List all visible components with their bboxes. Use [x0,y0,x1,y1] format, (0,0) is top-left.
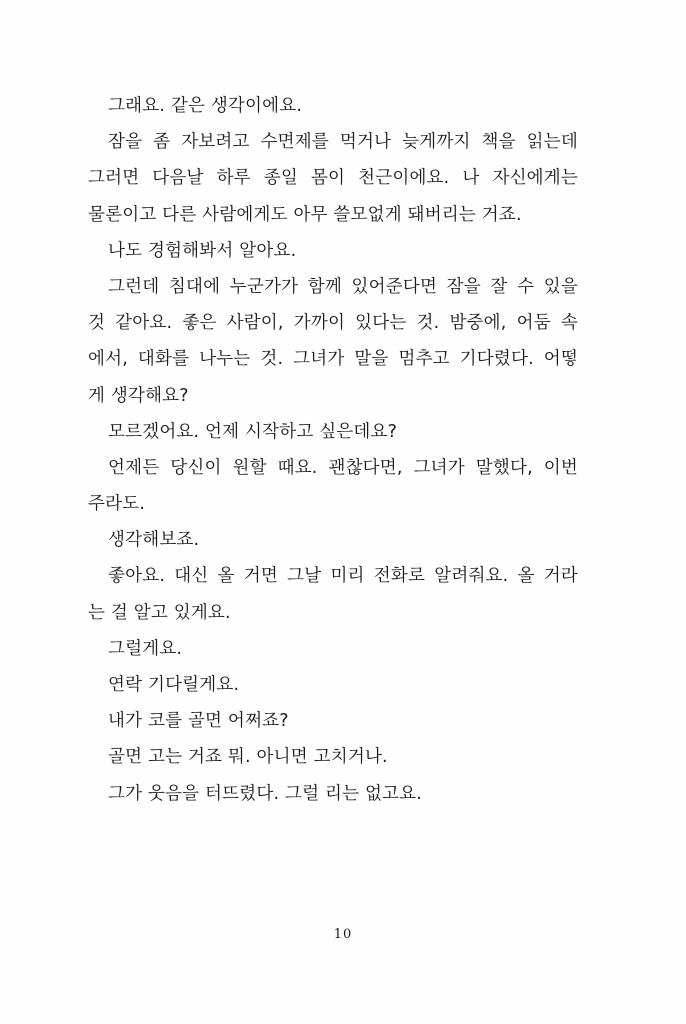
paragraph-line: 언제든 당신이 원할 때요. 괜찮다면, 그녀가 말했다, 이번 [108,457,578,478]
paragraph-line: 생각해보죠. [108,530,200,551]
paragraph-line: 게 생각해요? [88,385,189,406]
paragraph-line: 그래요. 같은 생각이에요. [108,96,303,116]
paragraph-line: 것 같아요. 좋은 사람이, 가까이 있다는 것. 밤중에, 어둠 속 [88,313,578,334]
paragraph-line: 그럴게요. [108,638,183,659]
paragraph-line: 는 걸 알고 있게요. [88,602,231,623]
paragraph-line: 나도 경험해봐서 알아요. [108,240,297,261]
paragraph-line: 잠을 좀 자보려고 수면제를 먹거나 늦게까지 책을 읽는데 [108,132,578,153]
paragraph-line: 내가 코를 골면 어쩌죠? [108,711,289,732]
paragraph-line: 좋아요. 대신 올 거면 그날 미리 전화로 알려줘요. 올 거라 [108,566,578,587]
paragraph-line: 그가 웃음을 터뜨렸다. 그럴 리는 없고요. [108,783,423,804]
paragraph-line: 그러면 다음날 하루 종일 몸이 천근이에요. 나 자신에게는 [88,168,578,189]
paragraph-line: 에서, 대화를 나누는 것. 그녀가 말을 멈추고 기다렸다. 어떻 [88,349,578,370]
paragraph-line: 모르겠어요. 언제 시작하고 싶은데요? [108,421,398,442]
paragraph-line: 골면 고는 거죠 뭐. 아니면 고치거나. [108,747,388,768]
paragraph-line: 그런데 침대에 누군가가 함께 있어준다면 잠을 잘 수 있을 [108,276,578,297]
paragraph-line: 연락 기다릴게요. [108,675,240,695]
paragraph-line: 물론이고 다른 사람에게도 아무 쓸모없게 돼버리는 거죠. [88,204,522,225]
paragraph-line: 주라도. [88,494,146,515]
body-text [88,88,578,812]
page-number: 10 [333,927,353,942]
